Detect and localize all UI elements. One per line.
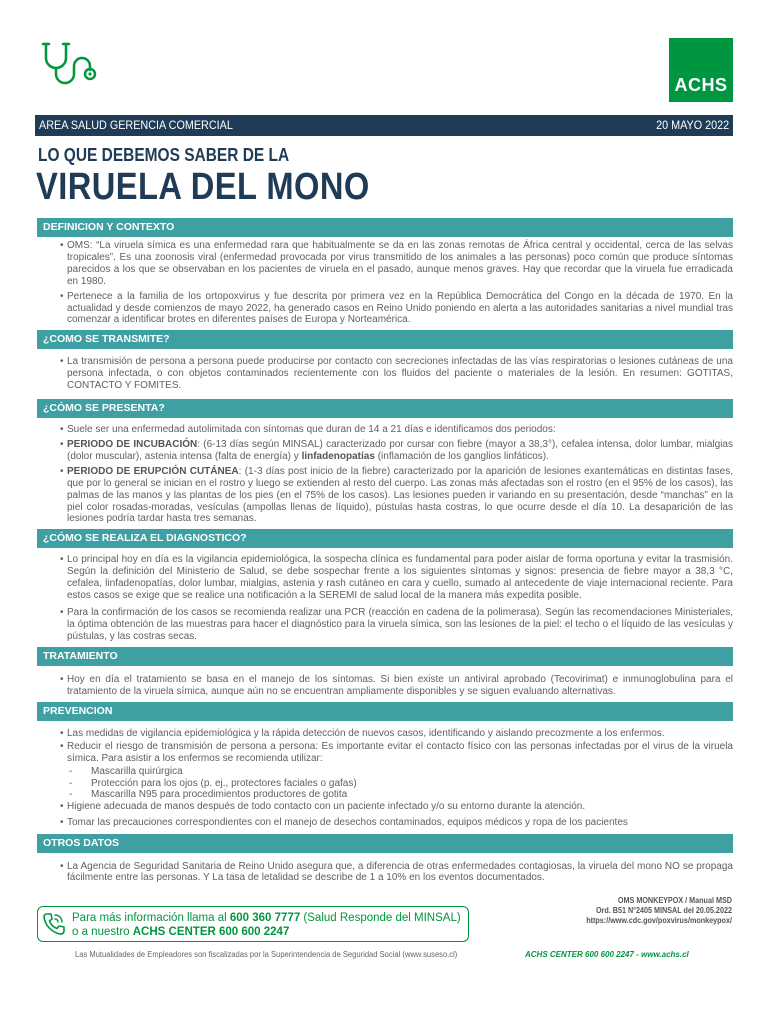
header-bar: [35, 115, 733, 136]
linfadenopatias-label: linfadenopatías: [301, 450, 375, 462]
section-transmite: [37, 349, 733, 399]
reference-line: OMS MONKEYPOX / Manual MSD: [617, 896, 732, 905]
list-item: • Pertenece a la familia de los ortopoxvirus y fue descrita por primera vez en la República Democrática del Congo en la década de 1970. En la actualidad y desde comienzos de mayo 2022, ha generado casos en Reino Unido poniendo en alerta a las autoridades sanitarias a nivel mundial tras comenzar a identificar brotes en diferentes países de Europa y Norteamérica.: [37, 291, 733, 327]
contact-l2-pre: o a nuestro: [72, 926, 133, 938]
footer-disclaimer: Las Mutualidades de Empleadores son fiscalizadas por la Superintendencia de Seguridad Social (www.suseso.cl): [75, 950, 458, 959]
list-item: [37, 741, 733, 765]
list-item: • La Agencia de Seguridad Sanitaria de Reino Unido asegura que, a diferencia de otras enfermedades contagiosas, la viruela del mono NO se propaga fácilmente entre las personas. Y La tasa de letalidad se describe de 1 a 10% en los eventos documentados.: [37, 861, 733, 885]
list-item: • Para la confirmación de los casos se recomienda realizar una PCR (reacción en cadena de la polimerasa). Según las recomendaciones Ministeriales, la óptima obtención de las muestras para hacer el diagnóstico para la viruela símica, son las lesiones de la piel: el techo o el líquido de las vesículas y pústulas, y las costras secas.: [37, 607, 733, 643]
achs-center-phone[interactable]: ACHS CENTER 600 600 2247: [132, 926, 290, 938]
page-title: VIRUELA DEL MONO: [36, 166, 370, 208]
section-heading-definicion: DEFINICION Y CONTEXTO: [37, 218, 733, 237]
stethoscope-icon: [38, 40, 100, 88]
area-label: AREA SALUD GERENCIA COMERCIAL: [39, 118, 233, 132]
section-heading-presenta: ¿CÓMO SE PRESENTA?: [37, 399, 733, 418]
phone-icon: [41, 911, 65, 937]
list-item: • La transmisión de persona a persona puede producirse por contacto con secreciones infectadas de las vías respiratorias o lesiones cutáneas de una persona infectada, o con objetos contaminados recientemente con los fluidos del paciente o materiales de la lesión. En resumen: GOTITAS, CONTACTO Y FOMITES.: [37, 356, 733, 392]
section-heading-tratamiento: TRATAMIENTO: [37, 647, 733, 666]
erupcion-label: PERIODO DE ERUPCIÓN CUTÁNEA: [67, 465, 239, 477]
incubacion-label: PERIODO DE INCUBACIÓN: [67, 438, 198, 450]
list-item: • Higiene adecuada de manos después de todo contacto con un paciente infectado y/o su entorno durante la atención.: [37, 801, 733, 813]
section-presenta: [37, 418, 733, 529]
section-heading-prevencion: PREVENCION: [37, 702, 733, 721]
date-label: 20 MAYO 2022: [655, 118, 729, 132]
reference-link[interactable]: https://www.cdc.gov/poxvirus/monkeypox/: [586, 916, 732, 926]
list-item: • Tomar las precauciones correspondientes con el manejo de desechos contaminados, equipos médicos y ropa de los pacientes: [37, 817, 733, 829]
section-heading-diagnostico: ¿CÓMO SE REALIZA EL DIAGNOSTICO?: [37, 529, 733, 548]
section-heading-otros: OTROS DATOS: [37, 834, 733, 853]
section-diagnostico: [37, 548, 733, 646]
contact-text: [72, 911, 461, 939]
section-prevencion: [37, 721, 733, 833]
contact-box: [37, 906, 469, 942]
minsal-phone[interactable]: 600 360 7777: [229, 912, 301, 924]
sub-item: - Mascarilla N95 para procedimientos productores de gotita: [37, 789, 733, 801]
sub-item: - Protección para los ojos (p. ej., protectores faciales o gafas): [37, 778, 733, 790]
list-item: • Suele ser una enfermedad autolimitada con síntomas que duran de 14 a 21 días e identificamos dos periodos:: [37, 424, 733, 436]
list-item: • OMS: “La viruela símica es una enfermedad rara que habitualmente se da en las zonas remotas de África central y occidental, cerca de las selvas tropicales”. Es una zoonosis viral (enfermedad provocada por virus transmitido de los animales a las personas) poco común que produce síntomas parecidos a los que se observaban en los pacientes de viruela en el pasado, aunque menos graves. Hay que recordar que la viruela fue erradicada en 1980.: [37, 240, 733, 288]
achs-logo-text: ACHS: [674, 75, 728, 95]
reference-line: Ord. B51 N°2405 MINSAL del 20.05.2022: [595, 906, 732, 916]
list-item: • Lo principal hoy en día es la vigilancia epidemiológica, la sospecha clínica es fundamental para poder aislar de forma oportuna y evitar la trasmisión. Según la definición del Ministerio de Salud, se debe sospechar frente a los siguientes síntomas y signos: presencia de fiebre mayor a 38,3 °C, cefalea, linfadenopatías, dolor lumbar, mialgias, astenia y rash cutáneo en cara y cuello, sumado al antecedente de viaje internacional reciente. Para estos casos se exige que se realice una notificación a la SEREMI de salud local de la manera más expedita posible.: [37, 554, 733, 602]
erupcion-text: : (1-3 días post inicio de la fiebre) caracterizado por la aparición de lesiones exantemáticas en distintas fases, que por lo general se inician en el rostro y luego se extienden al resto del cuerpo. Las zonas más afectadas son el rostro (en el 95% de los casos), las palmas de las manos y las plantas de los pies (en el 75% de los casos). Las lesiones pueden ir variando en su presentación, desde “manchas” en la piel color rosadas-moradas, vesículas (ampollas llenas de líquido), pústulas hasta costras, lo que ocurre desde el día 10. La desaparición de las lesiones podría tardar hasta tres semanas.: [67, 465, 733, 525]
incubacion-text-a: : (6-13 días según MINSAL) caracterizado por cursar con fiebre (mayor a 38,3°), cefalea intensa, dolor lumbar, mialgias (dolor muscular), astenia intensa (falta de energía) y: [67, 438, 733, 462]
achs-logo: [669, 38, 733, 102]
section-tratamiento: [37, 666, 733, 703]
sub-item: - Mascarilla quirúrgica: [37, 766, 733, 778]
list-item: • Hoy en día el tratamiento se basa en el manejo de los síntomas. Si bien existe un antiviral aprobado (Tecovirimat) e inmunoglobulina para el tratamiento de la viruela símica, aunque aún no se encuentran ampliamente disponibles y se siguen evaluando alternativas.: [37, 674, 733, 698]
section-otros: [37, 853, 733, 889]
list-item: [37, 466, 733, 526]
section-definicion: [37, 237, 733, 330]
references: [570, 896, 732, 927]
list-item: [37, 439, 733, 463]
content: [37, 218, 733, 888]
contact-l1-pre: Para más información llama al: [72, 912, 230, 924]
contact-l1-post: (Salud Responde del MINSAL): [300, 912, 461, 924]
prevencion-item2-text: Reducir el riesgo de transmisión de persona a persona: Es importante evitar el contacto físico con las personas infectadas por el virus de la viruela símica. Para asistir a los enfermos se recomienda utilizar:: [67, 741, 733, 765]
section-heading-transmite: ¿COMO SE TRANSMITE?: [37, 330, 733, 349]
page-subtitle: LO QUE DEBEMOS SABER DE LA: [38, 145, 290, 165]
footer-contact[interactable]: ACHS CENTER 600 600 2247 - www.achs.cl: [525, 950, 689, 959]
list-item: • Las medidas de vigilancia epidemiológica y la rápida detección de nuevos casos, identificando y aislando precozmente a los enfermos.: [37, 728, 733, 740]
incubacion-text-c: (inflamación de los ganglios linfáticos).: [374, 450, 549, 462]
